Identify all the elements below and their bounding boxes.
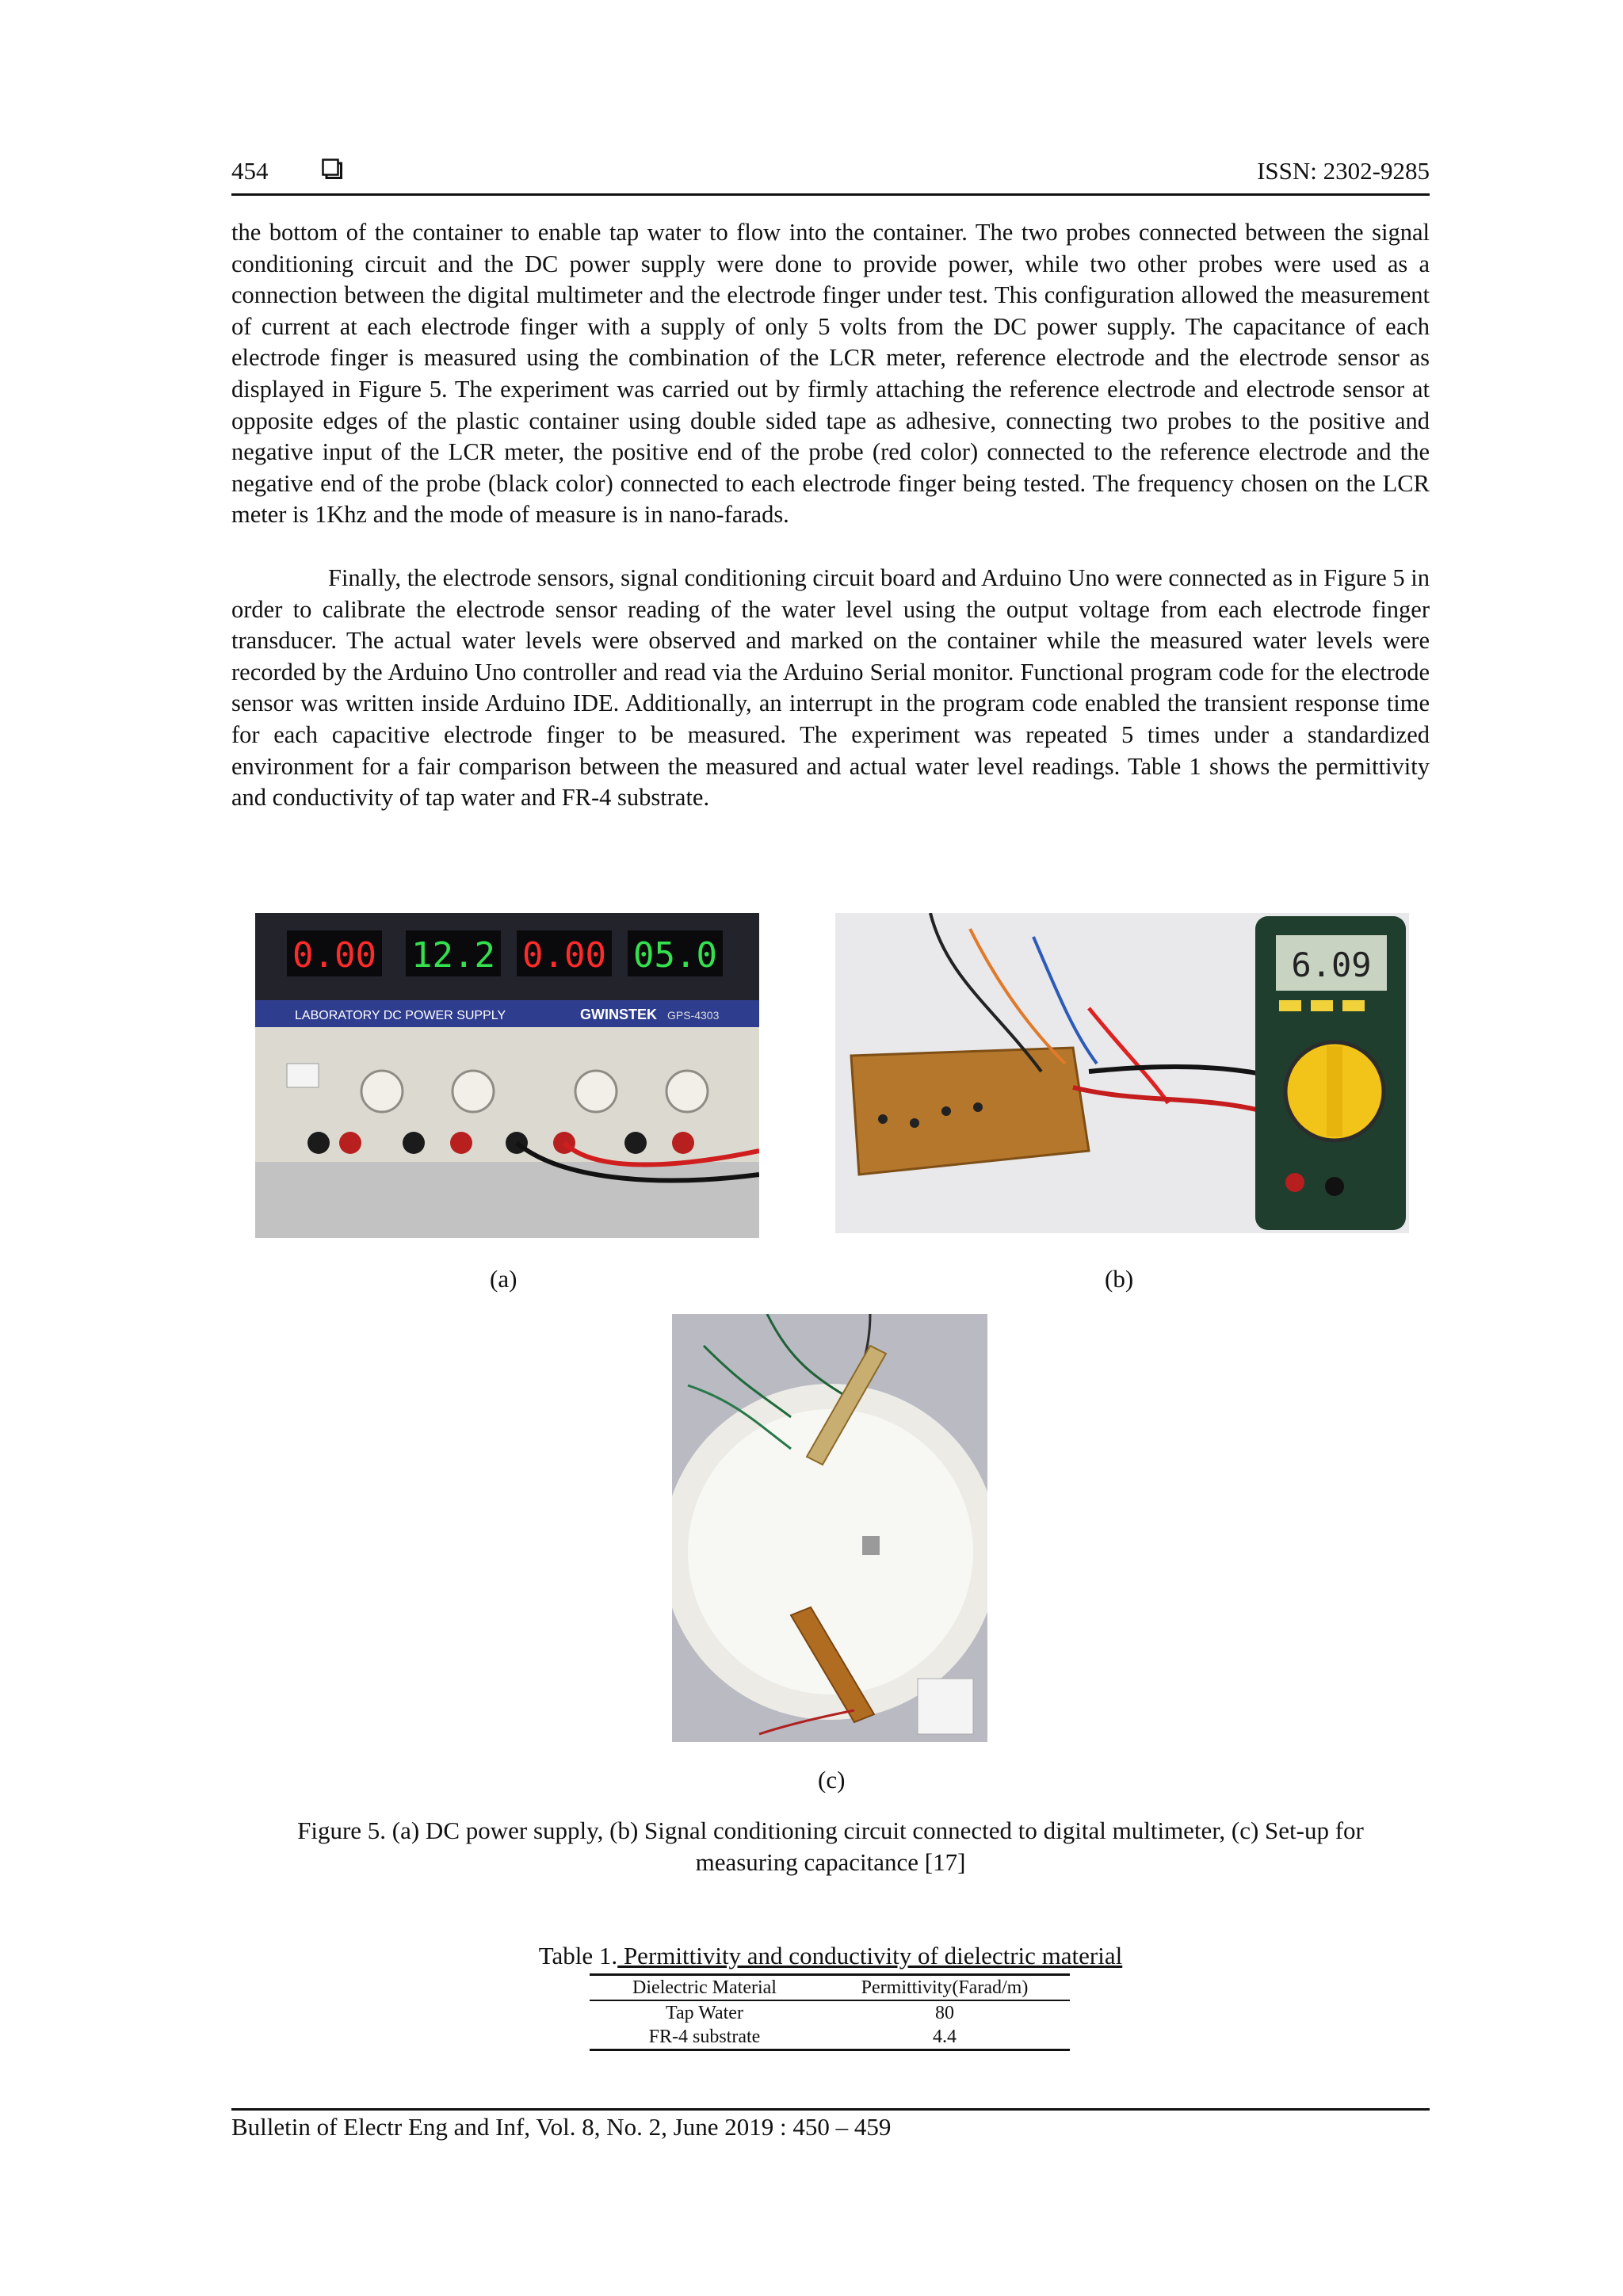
page-header: [231, 152, 1430, 193]
photo-capacitance-setup: [672, 1314, 987, 1742]
dc-power-supply-image: [255, 913, 759, 1238]
table-cell-material: FR-4 substrate: [648, 2027, 761, 2047]
caption-line-1: Figure 5. (a) DC power supply, (b) Signal conditioning circuit connected to digital multimeter, (c) Set-up for: [297, 1817, 1364, 1844]
table-cell-permittivity: 80: [935, 2003, 954, 2023]
table-title-prefix: Table 1.: [538, 1942, 618, 1969]
display-voltage-2: 05.0: [633, 935, 717, 976]
photo-signal-conditioning-circuit: [835, 913, 1409, 1233]
table-title: [231, 1942, 1430, 1970]
sublabel-a: (a): [490, 1265, 517, 1293]
multimeter-reading: 6.09: [1291, 946, 1372, 984]
header-rule: [231, 193, 1430, 196]
box-icon: [322, 159, 342, 179]
paragraph-text: the bottom of the container to enable tap water to flow into the container. The two probes connected between the signal conditioning circuit and the DC power supply were done to provide power, while two other probes were used as a connection between the digital multimeter and the electrode finger under test. This configuration allowed the measurement of current at each electrode finger with a supply of only 5 volts from the DC power supply. The capacitance of each electrode finger is measured using the combination of the LCR meter, reference electrode and the electrode sensor as displayed in Figure 5. The experiment was carried out by firmly attaching the reference electrode and electrode sensor at opposite edges of the plastic container using double sided tape as adhesive, connecting two probes to the positive and negative input of the LCR meter, the positive end of the probe (red color) connected to the reference electrode and the negative end of the probe (black color) connected to each electrode finger being tested. The frequency chosen on the LCR meter is 1Khz and the mode of measure is in nano-farads.: [231, 219, 1430, 529]
table-title-text: Permittivity and conductivity of dielectric material: [617, 1942, 1123, 1969]
table-header-permittivity: Permittivity(Farad/m): [861, 1977, 1029, 1998]
table-cell-material: Tap Water: [666, 2003, 743, 2023]
footer-rule: [231, 2108, 1430, 2111]
footer-citation: Bulletin of Electr Eng and Inf, Vol. 8, No. 2, June 2019 : 450 – 459: [231, 2113, 892, 2141]
brand-text: GWINSTEK: [580, 1007, 657, 1022]
table-header-row: [590, 1975, 1070, 2001]
issn: ISSN: 2302-9285: [1257, 157, 1430, 185]
multimeter-circuit-image: [835, 913, 1409, 1233]
display-current-1: 0.00: [292, 935, 376, 976]
body-paragraph-1: [231, 217, 1430, 531]
table-row: [590, 2000, 1070, 2025]
table-cell-permittivity: 4.4: [933, 2027, 957, 2047]
figure-caption: [231, 1815, 1430, 1878]
sublabel-c: (c): [818, 1766, 846, 1794]
display-voltage-1: 12.2: [411, 935, 495, 976]
page-number: 454: [231, 157, 269, 185]
photo-dc-power-supply: [255, 913, 759, 1238]
model-text: GPS-4303: [667, 1009, 720, 1022]
body-paragraph-2: [231, 563, 1430, 814]
display-current-2: 0.00: [522, 935, 606, 976]
dielectric-table: [590, 1973, 1070, 2051]
paragraph-text: Finally, the electrode sensors, signal conditioning circuit board and Arduino Uno were connected as in Figure 5 in order to calibrate the electrode sensor reading of the water level using the output voltage from each electrode finger transducer. The actual water levels were observed and marked on the container while the measured water levels were recorded by the Arduino Uno controller and read via the Arduino Serial monitor. Functional program code for the electrode sensor was written inside Arduino IDE. Additionally, an interrupt in the program code enabled the transient response time for each capacitive electrode finger to be measured. The experiment was repeated 5 times under a standardized environment for a fair comparison between the measured and actual water level readings. Table 1 shows the permittivity and conductivity of tap water and FR-4 substrate.: [231, 564, 1430, 812]
table-row: [590, 2025, 1070, 2050]
sublabel-b: (b): [1105, 1265, 1134, 1293]
table-header-material: Dielectric Material: [632, 1977, 777, 1998]
panel-text: LABORATORY DC POWER SUPPLY: [295, 1009, 506, 1022]
caption-line-2: measuring capacitance [17]: [695, 1848, 966, 1876]
capacitance-setup-image: [672, 1314, 987, 1742]
